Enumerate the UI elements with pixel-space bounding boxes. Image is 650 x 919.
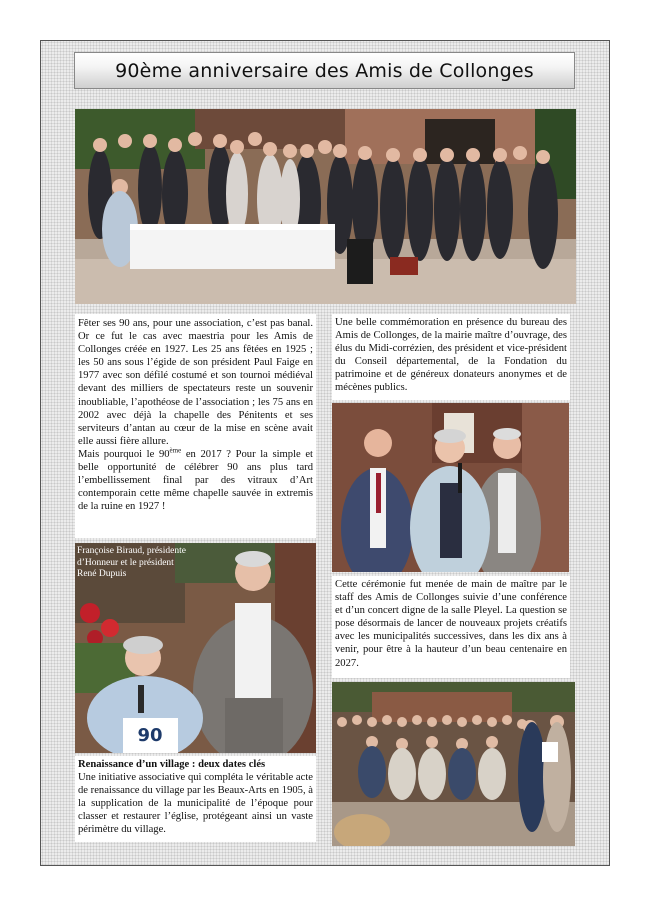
page-title: 90ème anniversaire des Amis de Collonges (115, 59, 534, 82)
intro-text (75, 314, 316, 538)
title-banner (74, 52, 575, 89)
intro-paragraph-1: Fêter ses 90 ans, pour une association, c’est pas banal. Or ce fut le cas avec maestria pour les Amis de Collonges créée en 1927. Les 25 ans fêtées en 1925 ; les 50 ans sous l’égide de son président Paul Faige en 1977 avec son défilé costumé et son tournoi médiéval devant des milliers de spectateurs reste un souvenir inoubliable, l’apothéose de l’association ; les 75 ans en 2002 avec déjà la chapelle des Pénitents et ses serviteurs d’antan au cœur de la mise en scène avait elle aussi fière allure. (78, 318, 313, 447)
renaissance-body: Une initiative associative qui compléta le véritable acte de renaissance du village par les Beaux-Arts en 1905, à la supplication de la municipalité de l’époque pour classer et restaurer l’église, protégeant ainsi un vaste périmètre du village. (78, 772, 313, 836)
intro-paragraph-2-end: en 2017 ? Pour la simple et belle opportunité de célébrer 90 ans plus tard l’embellissement final par des vitraux d’Art contemporain cette même chapelle sauvée in extremis de la ruine en 1927 ! (78, 448, 314, 513)
group-photo (75, 109, 576, 304)
renaissance-heading: Renaissance d’un village : deux dates clés (78, 759, 266, 770)
presidents-caption: Françoise Biraud, présidente d’Honneur et le président René Dupuis (77, 546, 186, 579)
commemoration-text (332, 314, 570, 400)
renaissance-text (75, 756, 316, 842)
ceremony-paragraph: Cette cérémonie fut menée de main de maître par le staff des Amis de Collonges suivie d’une conférence et d’un concert digne de la salle Pleyel. La question se pose désormais de lancer de nouveaux projets créatifs avec les municipalités successives, dans les dix ans à venir, pour être à la hauteur d’un beau centenaire en 2027. (335, 579, 567, 669)
ceremony-text (332, 576, 570, 678)
commemoration-paragraph: Une belle commémoration en présence du bureau des Amis de Collonges, de la mairie maître d’ouvrage, des élus du Midi-corrézien, des président et vice-président du Conseil départemental, de la Fondation du patrimoine et de généreux donateurs anonymes et de mécènes publics. (335, 317, 567, 394)
speech-photo (332, 403, 569, 572)
audience-photo (332, 682, 575, 846)
anniversary-sign: 90 (137, 725, 163, 746)
presidents-photo (75, 543, 316, 753)
intro-paragraph-2 (78, 448, 313, 513)
intro-paragraph-2-start: Mais pourquoi le 90 (78, 448, 170, 460)
intro-paragraph-2-sup: ème (169, 446, 182, 455)
